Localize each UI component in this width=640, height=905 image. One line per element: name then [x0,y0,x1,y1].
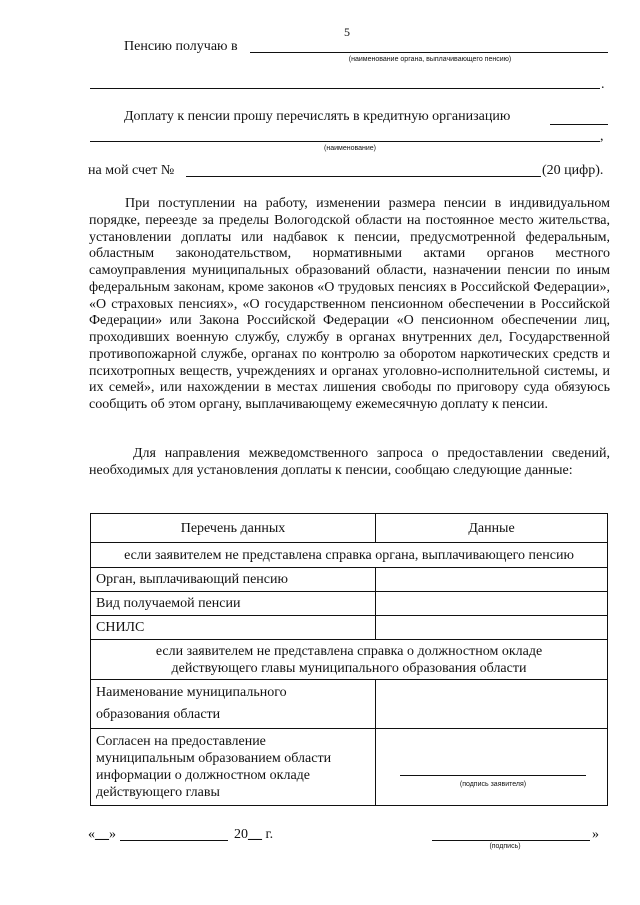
month-field[interactable] [120,840,228,841]
header-data: Данные [376,514,608,543]
bank-name-field[interactable] [550,124,608,125]
row-organ-value[interactable] [376,568,608,592]
row-snils-label: СНИЛС [91,616,376,640]
year-prefix: 20 [234,827,248,842]
row-snils-value[interactable] [376,616,608,640]
signature-hint: (подпись) [489,843,521,850]
page-number: 5 [344,25,350,39]
transfer-label: Доплату к пенсии прошу перечислять в кредитную организацию [124,109,511,124]
row-organ-label: Орган, выплачивающий пенсию [91,568,376,592]
section-salary-line2: действующего главы муниципального образования области [171,660,527,676]
row-consent-label [91,729,376,806]
year-line [234,826,273,843]
row-consent-line2: муниципальным образованием области [96,751,332,766]
row-municipality-line2: образования области [96,707,221,722]
row-municipality-label [91,680,376,729]
section-salary-certificate [91,640,608,680]
pension-label: Пенсию получаю в [124,39,238,54]
data-table [90,513,608,806]
section-salary-line1: если заявителем не представлена справка о должностном окладе [155,643,543,659]
bank-name-field-line2[interactable] [90,141,600,142]
applicant-signature-field[interactable] [400,775,586,776]
row-consent-line3: информации о должностном окладе [96,768,310,783]
account-number-field[interactable] [186,176,541,177]
row-pension-type-label: Вид получаемой пенсии [91,592,376,616]
transfer-end-punct: , [600,129,604,144]
request-paragraph [89,446,610,480]
applicant-signature-hint: (подпись заявителя) [459,781,527,788]
request-text: Для направления межведомственного запроса о предоставлении сведений, необходимых для установления доплаты к пенсии, сообщаю следующие данные: [89,446,610,478]
obligation-paragraph [89,196,610,414]
pension-organ-hint: (наименование органа, выплачивающего пенсию) [348,56,512,63]
signature-end-quote: » [592,827,599,842]
date-close-quote: » [109,827,116,842]
row-pension-type-value[interactable] [376,592,608,616]
row-municipality-line1: Наименование муниципального [96,685,287,700]
day-field[interactable]: __ [95,827,109,842]
header-list: Перечень данных [91,514,376,543]
bank-name-hint: (наименование) [324,145,376,152]
row-municipality-value[interactable] [376,680,608,729]
pension-organ-field-line2[interactable] [90,88,600,89]
row-consent-line1: Согласен на предоставление [96,734,266,749]
obligation-text: При поступлении на работу, изменении размера пенсии в индивидуальном порядке, переезде за пределы Вологодской области на постоянное место жительства, установлении доплаты или надбавок к пенсии, предусмотренной федеральным, областным законодательством, нормативными актами органов местного самоуправления муниципальных образований области, назначении пенсии по иным федеральным законам, кроме законов «О трудовых пенсиях в Российской Федерации», «О страховых пенсиях», «О государственном пенсионном обеспечении в Российской Федерации» или Закона Российской Федерации «О пенсионном обеспечении лиц, проходивших военную службу, службу в органах внутренних дел, Государственной противопожарной службе, органах по контролю за оборотом наркотических средств и психотропных веществ, учреждениях и органах уголовно-исполнительной системы, и их семей», или нахождении в местах лишения свободы по приговору суда обязуюсь сообщить об этом органу, выплачивающему ежемесячную доплату к пенсии. [89,196,610,412]
account-suffix: (20 цифр). [542,163,604,178]
date-line [88,826,116,843]
year-field[interactable]: __ [248,827,262,842]
section-pension-certificate: если заявителем не представлена справка органа, выплачивающего пенсию [91,543,608,568]
pension-end-punct: . [601,77,605,92]
date-open-quote: « [88,827,95,842]
pension-organ-field[interactable] [250,52,608,53]
row-consent-line4: действующего главы [96,785,220,800]
account-label: на мой счет № [88,163,175,178]
year-suffix: г. [265,827,274,842]
signature-field[interactable] [432,840,590,841]
row-consent-signature-cell[interactable] [376,729,608,806]
